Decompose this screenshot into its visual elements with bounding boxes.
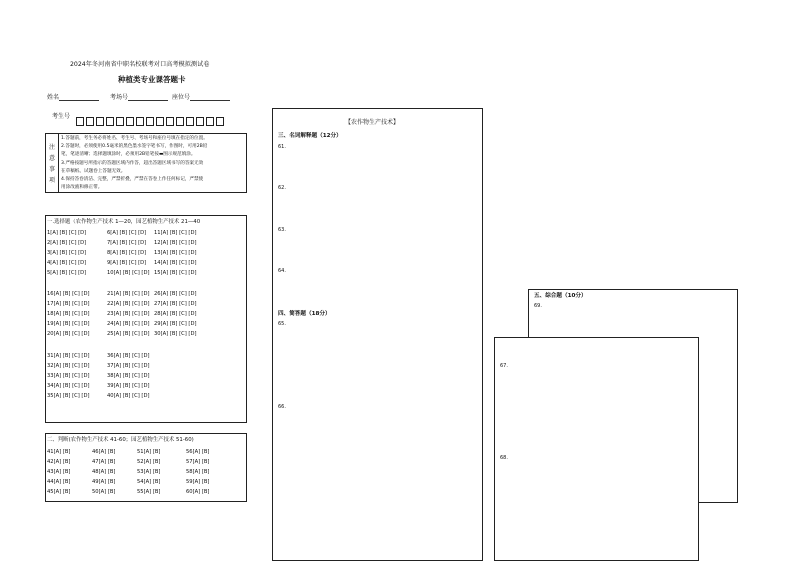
exam-title: 2024年冬河南省中职名校联考对口高考模拟测试卷 (70, 61, 210, 68)
notes-text (61, 135, 245, 192)
judge-item[interactable]: 49[A] [B] (92, 479, 116, 485)
exam-no-digit-box[interactable] (186, 117, 194, 126)
exam-no-digit-box[interactable] (126, 117, 134, 126)
q64-label[interactable]: 64. (278, 268, 286, 274)
choice-heading: 一.选择题（农作物生产技术 1—20，园艺植物生产技术 21—40 (47, 219, 201, 225)
choice-item[interactable]: 16[A] [B] [C] [D] (47, 291, 90, 297)
choice-item[interactable]: 17[A] [B] [C] [D] (47, 301, 90, 307)
choice-item[interactable]: 32[A] [B] [C] [D] (47, 363, 90, 369)
notes-label-char: 事 (48, 166, 55, 173)
choice-item[interactable]: 30[A] [B] [C] [D] (154, 331, 197, 337)
q61-label[interactable]: 61. (278, 144, 286, 150)
judge-item[interactable]: 54[A] [B] (137, 479, 161, 485)
name-label: 姓名 (47, 94, 60, 101)
choice-item[interactable]: 3[A] [B] [C] [D] (47, 250, 87, 256)
choice-item[interactable]: 20[A] [B] [C] [D] (47, 331, 90, 337)
room-label: 考场号 (110, 94, 129, 101)
judge-item[interactable]: 57[A] [B] (186, 459, 210, 465)
q62-label[interactable]: 62. (278, 185, 286, 191)
choice-item[interactable]: 21[A] [B] [C] [D] (107, 291, 150, 297)
choice-item[interactable]: 23[A] [B] [C] [D] (107, 311, 150, 317)
q69-label[interactable]: 69. (534, 303, 542, 309)
exam-no-digit-box[interactable] (166, 117, 174, 126)
judge-item[interactable]: 48[A] [B] (92, 469, 116, 475)
judge-item[interactable]: 50[A] [B] (92, 489, 116, 495)
judge-item[interactable]: 55[A] [B] (137, 489, 161, 495)
seat-underline (190, 94, 230, 101)
q65-label[interactable]: 65. (278, 321, 286, 327)
choice-item[interactable]: 29[A] [B] [C] [D] (154, 321, 197, 327)
choice-item[interactable]: 14[A] [B] [C] [D] (154, 260, 197, 266)
choice-item[interactable]: 37[A] [B] [C] [D] (107, 363, 150, 369)
note-line: 用涂改液和修正带。 (61, 185, 103, 191)
judge-item[interactable]: 46[A] [B] (92, 449, 116, 455)
choice-item[interactable]: 34[A] [B] [C] [D] (47, 383, 90, 389)
notes-label-column (46, 134, 59, 192)
choice-item[interactable]: 33[A] [B] [C] [D] (47, 373, 90, 379)
q66-label[interactable]: 66. (278, 404, 286, 410)
exam-no-digit-box[interactable] (86, 117, 94, 126)
choice-item[interactable]: 40[A] [B] [C] [D] (107, 393, 150, 399)
choice-item[interactable]: 5[A] [B] [C] [D] (47, 270, 87, 276)
choice-item[interactable]: 4[A] [B] [C] [D] (47, 260, 87, 266)
exam-no-digit-box[interactable] (96, 117, 104, 126)
judge-item[interactable]: 42[A] [B] (47, 459, 71, 465)
q63-label[interactable]: 63. (278, 227, 286, 233)
choice-item[interactable]: 7[A] [B] [C] [D] (107, 240, 147, 246)
notes-label-char: 项 (48, 177, 55, 184)
exam-no-digit-box[interactable] (76, 117, 84, 126)
judge-heading: 二、判断(农作物生产技术 41-60；园艺植物生产技术 51-60) (47, 437, 194, 443)
judge-item[interactable]: 56[A] [B] (186, 449, 210, 455)
choice-item[interactable]: 28[A] [B] [C] [D] (154, 311, 197, 317)
room-field[interactable] (110, 94, 168, 101)
note-line: 2.答题时，必须使用0.5毫米的黑色墨水签字笔书写，作图时，可用2B铅 (61, 144, 208, 150)
choice-item[interactable]: 10[A] [B] [C] [D] (107, 270, 150, 276)
note-line: 笔，笔迹清晰；选择题填涂时，必须用2B铅笔按▬图示规范填涂。 (61, 152, 196, 158)
judge-item[interactable]: 58[A] [B] (186, 469, 210, 475)
choice-item[interactable]: 26[A] [B] [C] [D] (154, 291, 197, 297)
choice-item[interactable]: 24[A] [B] [C] [D] (107, 321, 150, 327)
exam-no-digit-box[interactable] (206, 117, 214, 126)
exam-no-digit-box[interactable] (216, 117, 224, 126)
note-line: 在草稿纸、试题卷上答题无效。 (61, 168, 126, 174)
judge-item[interactable]: 44[A] [B] (47, 479, 71, 485)
choice-item[interactable]: 15[A] [B] [C] [D] (154, 270, 197, 276)
judge-item[interactable]: 43[A] [B] (47, 469, 71, 475)
exam-no-label: 考生号 (52, 113, 71, 120)
choice-item[interactable]: 19[A] [B] [C] [D] (47, 321, 90, 327)
choice-item[interactable]: 36[A] [B] [C] [D] (107, 353, 150, 359)
note-line: 3.严格按题号所指示的答题区域内作答，超出答题区域书写的答案无效 (61, 160, 204, 166)
choice-item[interactable]: 2[A] [B] [C] [D] (47, 240, 87, 246)
judge-item[interactable]: 59[A] [B] (186, 479, 210, 485)
choice-item[interactable]: 12[A] [B] [C] [D] (154, 240, 197, 246)
choice-item[interactable]: 35[A] [B] [C] [D] (47, 393, 90, 399)
section4-heading: 四、简答题（18分） (278, 311, 331, 317)
seat-label: 座位号 (172, 94, 191, 101)
choice-item[interactable]: 25[A] [B] [C] [D] (107, 331, 150, 337)
judge-item[interactable]: 41[A] [B] (47, 449, 71, 455)
choice-item[interactable]: 6[A] [B] [C] [D] (107, 230, 147, 236)
judge-item[interactable]: 60[A] [B] (186, 489, 210, 495)
choice-item[interactable]: 11[A] [B] [C] [D] (154, 230, 197, 236)
choice-item[interactable]: 18[A] [B] [C] [D] (47, 311, 90, 317)
exam-no-digit-box[interactable] (106, 117, 114, 126)
choice-item[interactable]: 9[A] [B] [C] [D] (107, 260, 147, 266)
section3-heading: 三、名词解释题（12分） (278, 133, 342, 139)
choice-item[interactable]: 27[A] [B] [C] [D] (154, 301, 197, 307)
choice-item[interactable]: 22[A] [B] [C] [D] (107, 301, 150, 307)
notes-label-char: 注 (48, 144, 55, 151)
choice-item[interactable]: 13[A] [B] [C] [D] (154, 250, 197, 256)
judge-item[interactable]: 45[A] [B] (47, 489, 71, 495)
judge-item[interactable]: 47[A] [B] (92, 459, 116, 465)
note-line: 4.保持答卷清洁、完整，严禁折叠，严禁在答卷上作任何标记，严禁使 (61, 177, 204, 183)
room-underline (128, 94, 168, 101)
name-underline (59, 94, 99, 101)
exam-no-digit-box[interactable] (146, 117, 154, 126)
seat-field[interactable] (172, 94, 230, 101)
crop-tech-panel (272, 108, 483, 561)
choice-item[interactable]: 31[A] [B] [C] [D] (47, 353, 90, 359)
choice-item[interactable]: 39[A] [B] [C] [D] (107, 383, 150, 389)
notes-label-char: 意 (48, 155, 55, 162)
exam-no-digit-box[interactable] (136, 117, 144, 126)
q68-label[interactable]: 68. (500, 455, 508, 461)
choice-item[interactable]: 38[A] [B] [C] [D] (107, 373, 150, 379)
exam-no-digit-box[interactable] (116, 117, 124, 126)
name-field[interactable] (47, 94, 99, 101)
exam-no-boxes[interactable] (76, 111, 226, 130)
judge-item[interactable]: 52[A] [B] (137, 459, 161, 465)
section5-heading: 五、综合题（10分） (534, 293, 587, 299)
choice-item[interactable]: 1[A] [B] [C] [D] (47, 230, 87, 236)
judge-item[interactable]: 51[A] [B] (137, 449, 161, 455)
judge-item[interactable]: 53[A] [B] (137, 469, 161, 475)
exam-no-digit-box[interactable] (196, 117, 204, 126)
choice-item[interactable]: 8[A] [B] [C] [D] (107, 250, 147, 256)
panel-title: 【农作物生产技术】 (345, 119, 400, 126)
q67-label[interactable]: 67. (500, 363, 508, 369)
exam-no-digit-box[interactable] (176, 117, 184, 126)
exam-no-digit-box[interactable] (156, 117, 164, 126)
answer-panel-67-68 (494, 337, 699, 561)
card-subtitle: 种植类专业课答题卡 (118, 75, 186, 84)
note-line: 1.答题前，考生务必将姓名、考生号、考场号和座位号填在指定的位置。 (61, 136, 208, 141)
